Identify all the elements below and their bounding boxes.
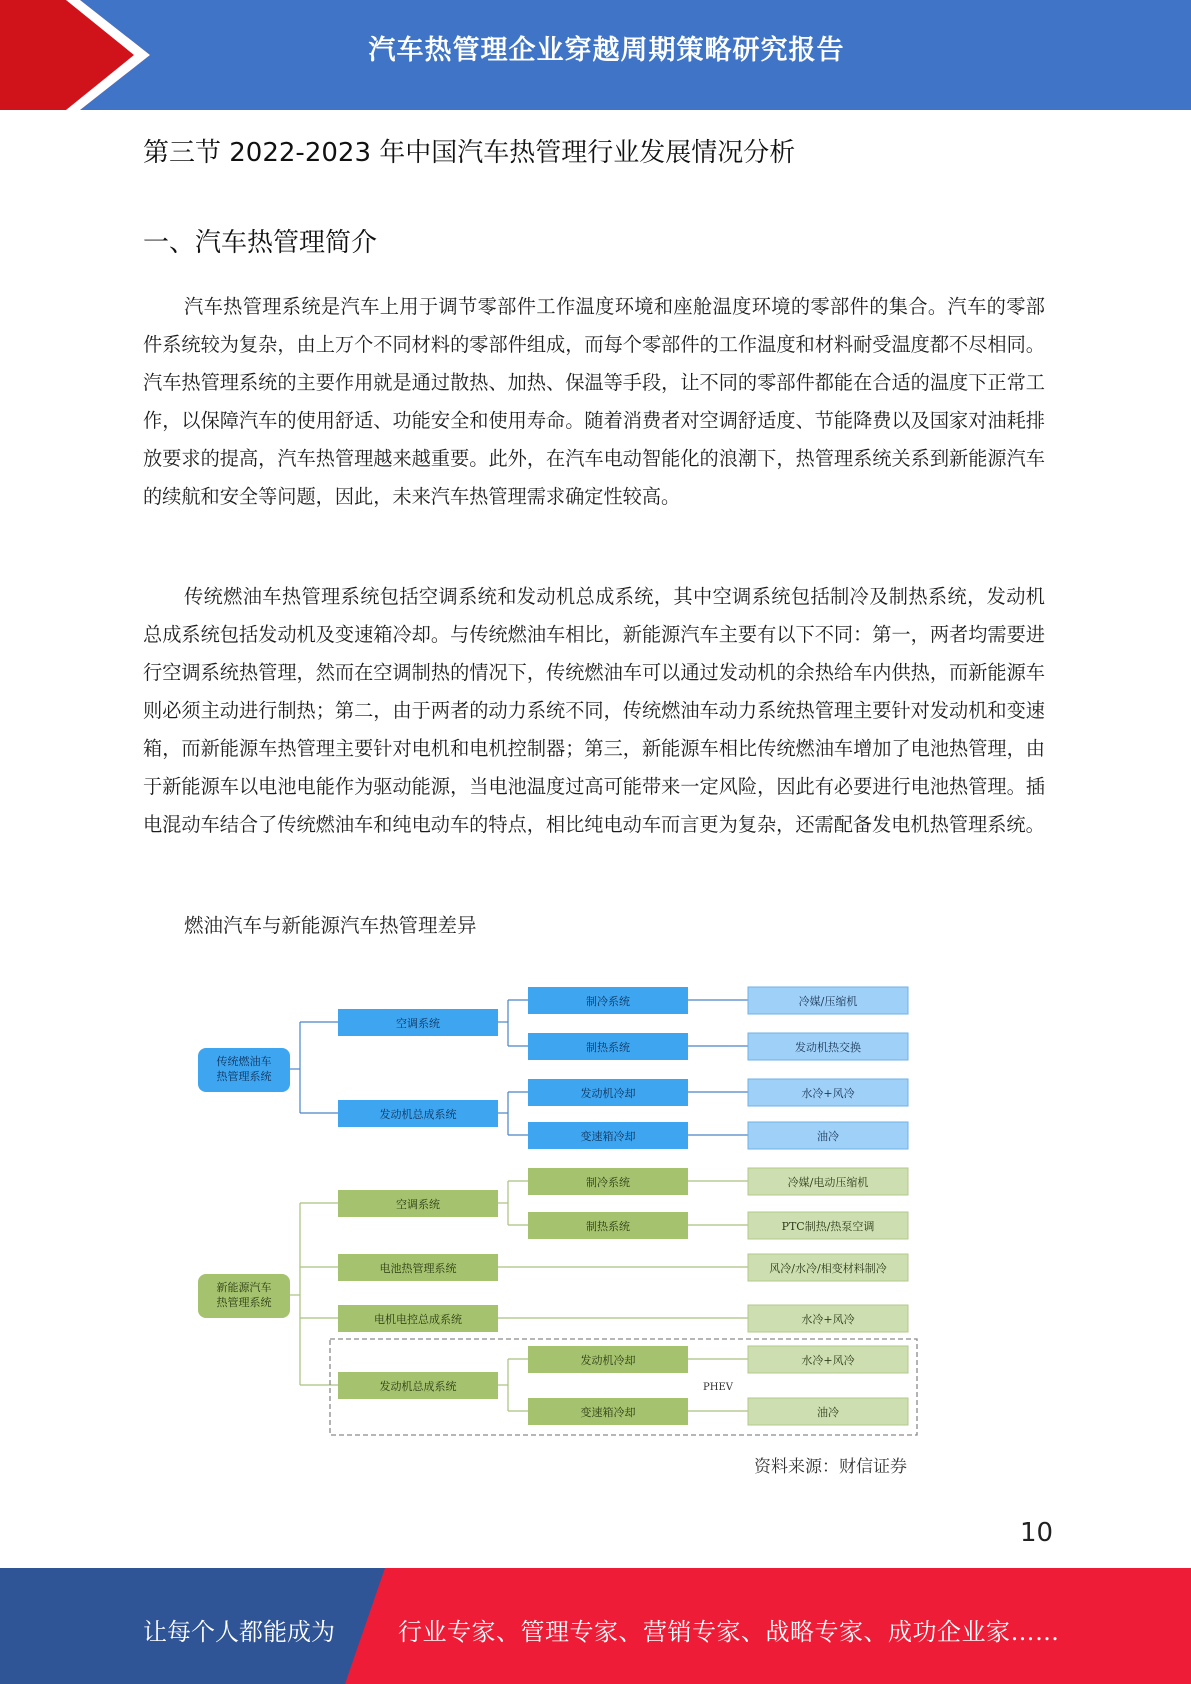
paragraph-comparison: 传统燃油车热管理系统包括空调系统和发动机总成系统，其中空调系统包括制冷及制热系统，发动机总成系统包括发动机及变速箱冷却。与传统燃油车相比，新能源汽车主要有以下不同：第一，两者均需要进行空调系统热管理，然而在空调制热的情况下，传统燃油车可以通过发动机的余热给车内供热，而新能源车则必须主动进行制热；第二，由于两者的动力系统不同，传统燃油车动力系统热管理主要针对发动机和变速箱，而新能源车热管理主要针对电机和电机控制器；第三，新能源车相比传统燃油车增加了电池热管理，由于新能源车以电池电能作为驱动能源，当电池温度过高可能带来一定风险，因此有必要进行电池热管理。插电混动车结合了传统燃油车和纯电动车的特点，相比纯电动车而言更为复杂，还需配备发电机热管理系统。 <box>143 585 1045 836</box>
phev-label: PHEV <box>703 1382 733 1393</box>
nev-l4-label: 油冷 <box>817 1406 839 1419</box>
fuel-l2-label: 空调系统 <box>396 1017 440 1030</box>
nev-l2-label: 发动机总成系统 <box>379 1380 457 1393</box>
report-title: 汽车热管理企业穿越周期策略研究报告 <box>368 35 845 66</box>
nev-l4-label: 水冷+风冷 <box>801 1313 855 1326</box>
fuel-l2-label: 发动机总成系统 <box>379 1108 457 1121</box>
fuel-l4-label: 发动机热交换 <box>795 1041 861 1054</box>
nev-l3-label: 制冷系统 <box>586 1176 630 1189</box>
page-footer <box>0 1568 1191 1684</box>
nev-l2-label: 空调系统 <box>396 1198 440 1211</box>
fuel-l4-label: 油冷 <box>817 1130 839 1143</box>
subsection-title: 一、汽车热管理简介 <box>143 228 378 258</box>
nev-root-line2: 热管理系统 <box>216 1296 272 1309</box>
nev-l4-label: 冷媒/电动压缩机 <box>787 1176 869 1189</box>
section-title: 第三节 2022-2023 年中国汽车热管理行业发展情况分析 <box>143 138 796 168</box>
page-header <box>0 0 1191 110</box>
paragraph-intro: 汽车热管理系统是汽车上用于调节零部件工作温度环境和座舱温度环境的零部件的集合。汽车的零部件系统较为复杂，由上万个不同材料的零部件组成，而每个零部件的工作温度和材料耐受温度都不尽相同。汽车热管理系统的主要作用就是通过散热、加热、保温等手段，让不同的零部件都能在合适的温度下正常工作，以保障汽车的使用舒适、功能安全和使用寿命。随着消费者对空调舒适度、节能降费以及国家对油耗排放要求的提高，汽车热管理越来越重要。此外，在汽车电动智能化的浪潮下，热管理系统关系到新能源汽车的续航和安全等问题，因此，未来汽车热管理需求确定性较高。 <box>143 295 1045 508</box>
diagram-svg <box>190 975 930 1445</box>
fuel-root-line1: 传统燃油车 <box>216 1055 272 1068</box>
fuel-l3-label: 制热系统 <box>586 1041 630 1054</box>
nev-l4-label: 水冷+风冷 <box>801 1354 855 1367</box>
nev-root-line1: 新能源汽车 <box>216 1281 272 1294</box>
fuel-l3-label: 变速箱冷却 <box>580 1130 636 1143</box>
nev-l2-label: 电机电控总成系统 <box>374 1313 462 1326</box>
fuel-root-line2: 热管理系统 <box>216 1070 272 1083</box>
fuel-l4-label: 水冷+风冷 <box>801 1087 855 1100</box>
nev-l3-label: 制热系统 <box>586 1220 630 1233</box>
fuel-l3-label: 发动机冷却 <box>580 1087 636 1100</box>
nev-l3-label: 变速箱冷却 <box>580 1406 636 1419</box>
footer-slogan-left: 让每个人都能成为 <box>143 1618 335 1646</box>
figure-caption: 燃油汽车与新能源汽车热管理差异 <box>184 914 477 937</box>
fuel-l4-label: 冷媒/压缩机 <box>798 995 858 1008</box>
footer-slogan-right: 行业专家、管理专家、营销专家、战略专家、成功企业家…… <box>398 1618 1060 1646</box>
page-number: 10 <box>1020 1518 1054 1548</box>
nev-l4-label: PTC制热/热泵空调 <box>781 1220 875 1233</box>
nev-l4-label: 风冷/水冷/相变材料制冷 <box>769 1262 887 1275</box>
thermal-management-diagram <box>190 975 930 1445</box>
nev-l2-label: 电池热管理系统 <box>379 1262 457 1275</box>
fuel-l3-label: 制冷系统 <box>586 995 630 1008</box>
figure-source: 资料来源：财信证券 <box>754 1457 907 1477</box>
nev-l3-label: 发动机冷却 <box>580 1354 636 1367</box>
